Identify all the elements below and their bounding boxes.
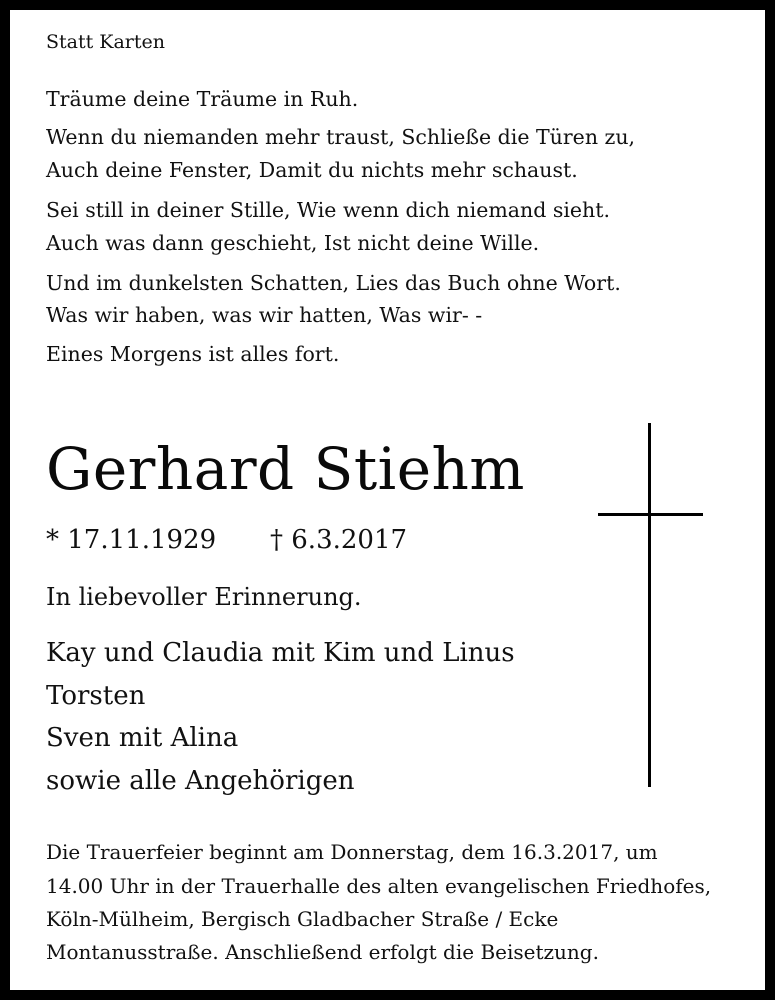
life-dates bbox=[46, 525, 408, 555]
poem-line: Was wir haben, was wir hatten, Was wir- - bbox=[46, 303, 483, 327]
poem-line: Träume deine Träume in Ruh. bbox=[46, 87, 359, 111]
funeral-info-line: Montanusstraße. Anschließend erfolgt die Beisetzung. bbox=[46, 940, 599, 964]
funeral-info-line: Köln-Mülheim, Bergisch Gladbacher Straße / Ecke bbox=[46, 907, 559, 931]
poem-line: Eines Morgens ist alles fort. bbox=[46, 342, 340, 366]
poem-line: Sei still in deiner Stille, Wie wenn dich niemand sieht. bbox=[46, 198, 611, 222]
mourner-line: Kay und Claudia mit Kim und Linus bbox=[46, 638, 515, 668]
poem-line: Auch was dann geschieht, Ist nicht deine Wille. bbox=[46, 231, 540, 255]
mourner-line: sowie alle Angehörigen bbox=[46, 766, 355, 796]
header-statt-karten: Statt Karten bbox=[46, 31, 166, 53]
poem-line: Wenn du niemanden mehr traust, Schließe die Türen zu, bbox=[46, 125, 636, 149]
memorial-line: In liebevoller Erinnerung. bbox=[46, 583, 362, 611]
cross-vertical-bar bbox=[648, 423, 651, 787]
poem-line: Und im dunkelsten Schatten, Lies das Buch ohne Wort. bbox=[46, 271, 621, 295]
deceased-name: Gerhard Stiehm bbox=[46, 435, 525, 503]
funeral-info-line: Die Trauerfeier beginnt am Donnerstag, dem 16.3.2017, um bbox=[46, 840, 658, 864]
poem-line: Auch deine Fenster, Damit du nichts mehr schaust. bbox=[46, 158, 578, 182]
mourner-line: Torsten bbox=[46, 681, 146, 711]
funeral-info-line: 14.00 Uhr in der Trauerhalle des alten evangelischen Friedhofes, bbox=[46, 874, 712, 898]
death-date: † 6.3.2017 bbox=[270, 525, 408, 555]
birth-date: * 17.11.1929 bbox=[46, 525, 217, 555]
cross-horizontal-bar bbox=[598, 513, 703, 516]
mourner-line: Sven mit Alina bbox=[46, 723, 239, 753]
